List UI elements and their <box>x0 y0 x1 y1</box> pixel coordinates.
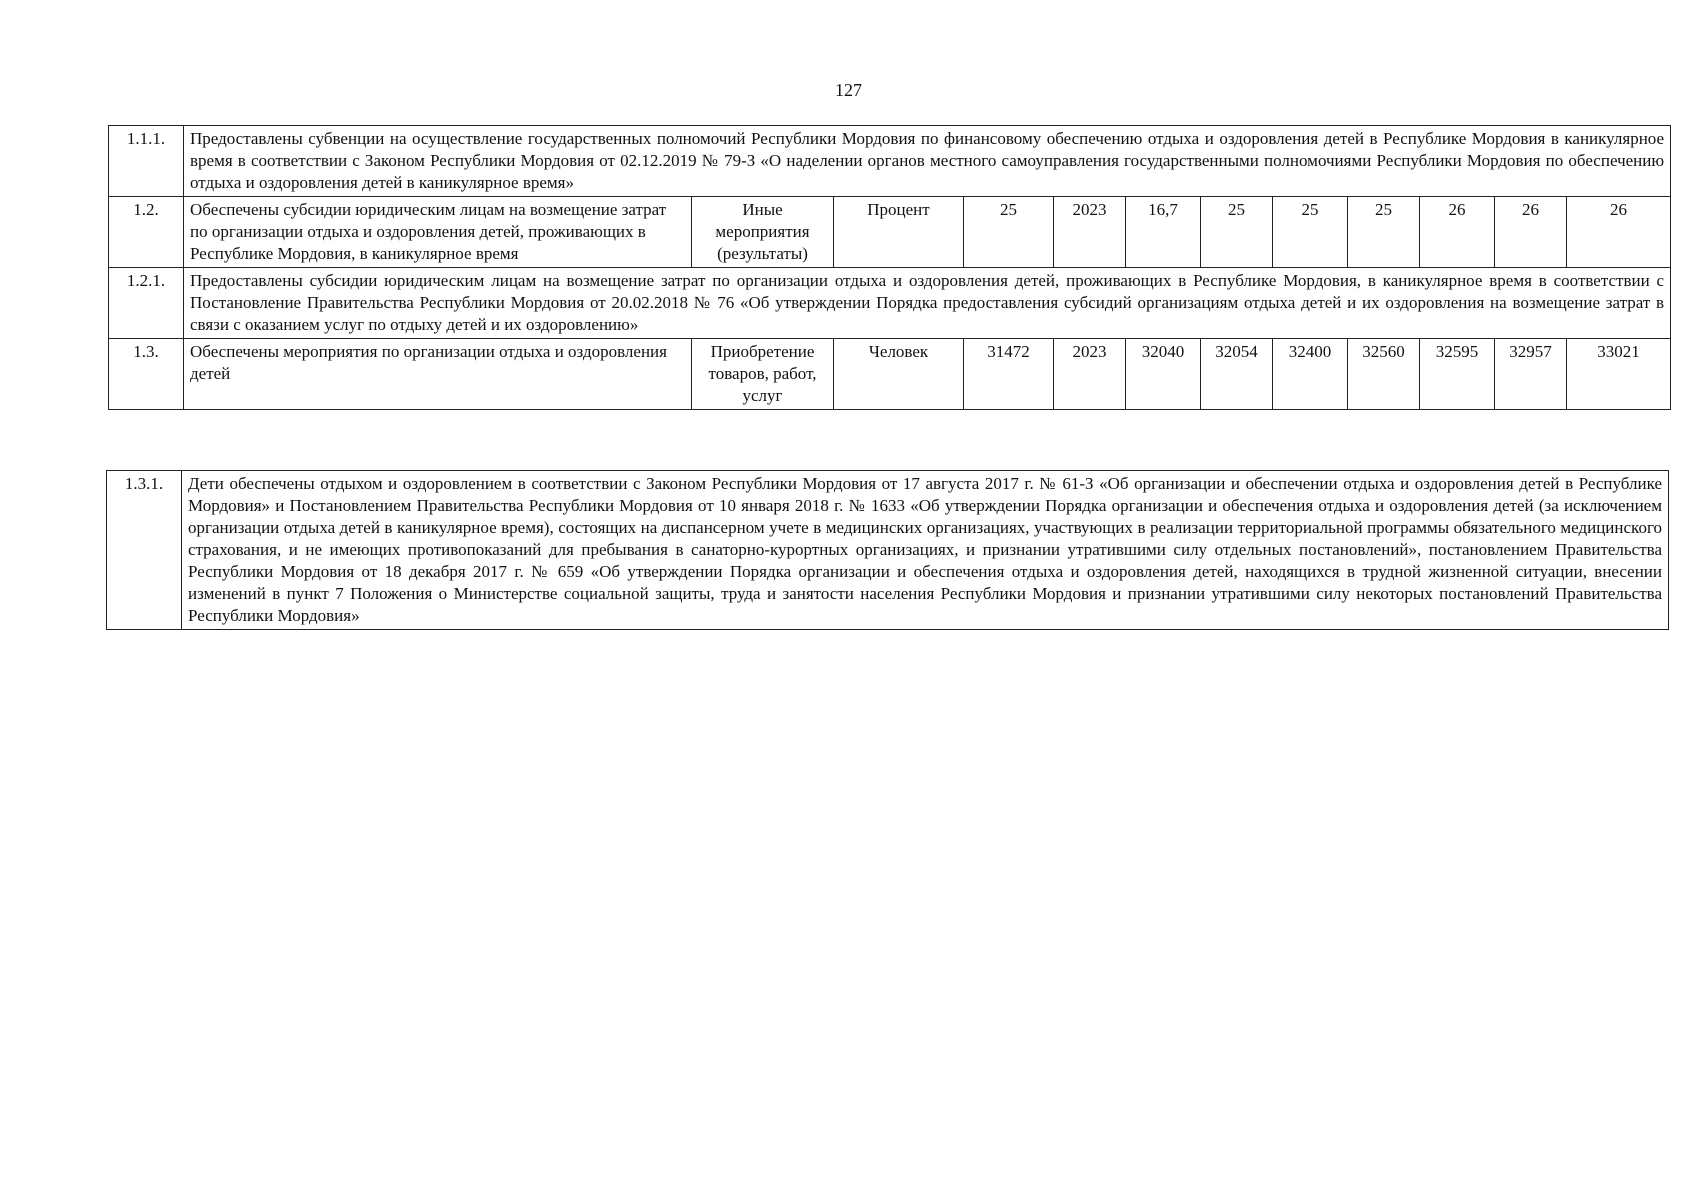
row-text: Дети обеспечены отдыхом и оздоровлением в соответствии с Законом Республики Мордовия от 17 августа 2017 г. № 61-З «Об организации и обеспечении отдыха и оздоровления детей в Республике Мордовия» и Постановлением Правительства Республики Мордовия от 10 января 2018 г. № 1633 «Об утверждении Порядка организации и обеспечения отдыха и оздоровления детей (за исключением организации отдыха детей в каникулярное время), состоящих на диспансерном учете в медицинских организациях, участвующих в реализации территориальной программы обязательного медицинского страхования, и не имеющих противопоказаний для пребывания в санаторно-курортных организациях, и признании утратившими силу отдельных постановлений», постановлением Правительства Республики Мордовия от 18 декабря 2017 г. № 659 «Об утверждении Порядка организации и обеспечения отдыха и оздоровления детей, находящихся в трудной жизненной ситуации, внесении изменений в пункт 7 Положения о Министерстве социальной защиты, труда и занятости населения Республики Мордовия и признании утратившими силу некоторых постановлений Правительства Республики Мордовия» <box>182 471 1669 630</box>
year-value: 25 <box>1273 197 1348 268</box>
table-row <box>109 197 1671 268</box>
row-number: 1.3.1. <box>107 471 182 630</box>
year-value: 26 <box>1420 197 1495 268</box>
base-value: 25 <box>964 197 1054 268</box>
year-value: 16,7 <box>1126 197 1201 268</box>
table-row <box>109 339 1671 410</box>
row-number: 1.3. <box>109 339 184 410</box>
table-row <box>107 471 1669 630</box>
year-value: 32040 <box>1126 339 1201 410</box>
row-text: Предоставлены субвенции на осуществление государственных полномочий Республики Мордовия по финансовому обеспечению отдыха и оздоровления детей в Республике Мордовия в каникулярное время в соответствии с Законом Республики Мордовия от 02.12.2019 № 79-З «О наделении органов местного самоуправления государственными полномочиями Республики Мордовия по обеспечению отдыха и оздоровления детей в каникулярное время» <box>184 126 1671 197</box>
year-value: 32054 <box>1201 339 1273 410</box>
year-value: 26 <box>1567 197 1671 268</box>
year-value: 32957 <box>1495 339 1567 410</box>
row-text: Предоставлены субсидии юридическим лицам на возмещение затрат по организации отдыха и оздоровления детей, проживающих в Республике Мордовия, в каникулярное время в соответствии с Постановление Правительства Республики Мордовия от 20.02.2018 № 76 «Об утверждении Порядка предоставления субсидий организациям отдыха детей и их оздоровления на возмещение затрат в связи с оказанием услуг по отдыху детей и их оздоровлению» <box>184 268 1671 339</box>
indicators-table <box>108 125 1671 410</box>
row-number: 1.1.1. <box>109 126 184 197</box>
indicator-unit: Человек <box>834 339 964 410</box>
year-value: 32400 <box>1273 339 1348 410</box>
base-year: 2023 <box>1054 339 1126 410</box>
activities-table <box>106 470 1669 630</box>
year-value: 32595 <box>1420 339 1495 410</box>
base-year: 2023 <box>1054 197 1126 268</box>
row-number: 1.2. <box>109 197 184 268</box>
table-row <box>109 126 1671 197</box>
year-value: 25 <box>1201 197 1273 268</box>
year-value: 32560 <box>1348 339 1420 410</box>
table-row <box>109 268 1671 339</box>
page-number: 127 <box>835 80 862 100</box>
base-value: 31472 <box>964 339 1054 410</box>
row-number: 1.2.1. <box>109 268 184 339</box>
year-value: 25 <box>1348 197 1420 268</box>
indicator-type: Приобретение товаров, работ, услуг <box>692 339 834 410</box>
indicator-type: Иные мероприятия (результаты) <box>692 197 834 268</box>
indicator-name: Обеспечены субсидии юридическим лицам на возмещение затрат по организации отдыха и оздоровления детей, проживающих в Республике Мордовия, в каникулярное время <box>184 197 692 268</box>
year-value: 26 <box>1495 197 1567 268</box>
year-value: 33021 <box>1567 339 1671 410</box>
indicator-name: Обеспечены мероприятия по организации отдыха и оздоровления детей <box>184 339 692 410</box>
indicator-unit: Процент <box>834 197 964 268</box>
